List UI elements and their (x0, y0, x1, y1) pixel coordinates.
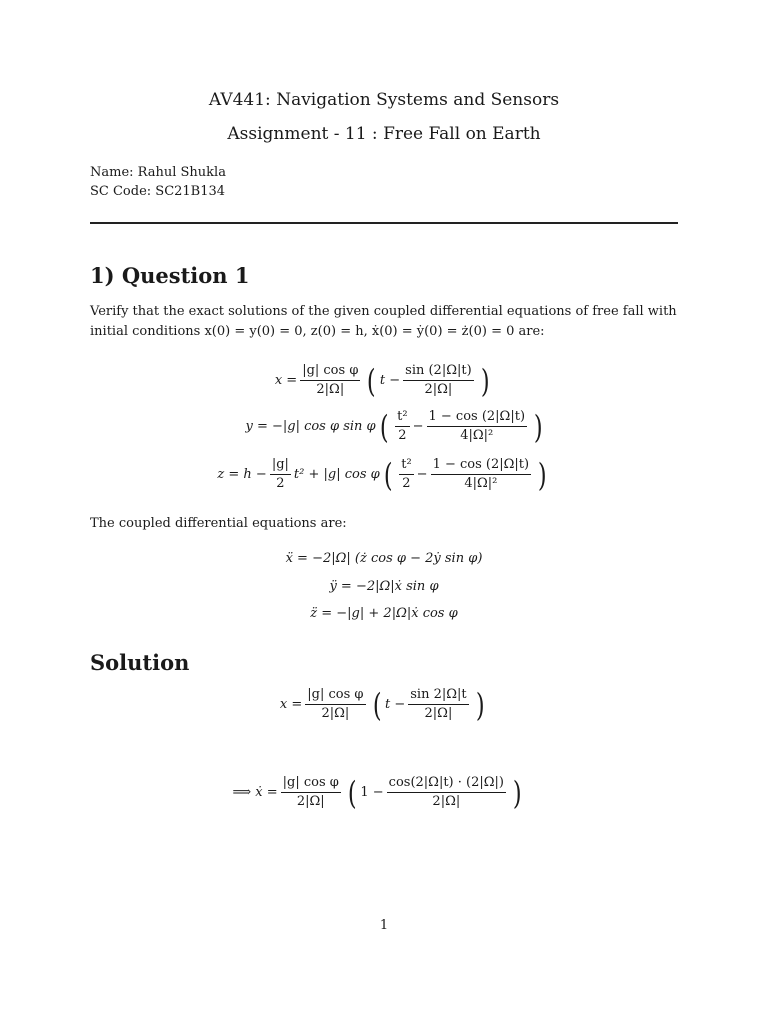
sol-eq2-lhs: ⟹ ẋ = (232, 785, 278, 800)
eq-y-frac2 (427, 410, 528, 443)
solution-heading: Solution (90, 650, 190, 675)
right-paren: ) (533, 407, 543, 446)
sc-code: SC Code: SC21B134 (90, 184, 226, 199)
ode-y (0, 579, 768, 594)
eq-z-lhs: z = h − (217, 467, 267, 482)
header-divider (90, 222, 678, 224)
equation-y-solution (0, 407, 768, 446)
eq-x-pre: t − (379, 373, 401, 388)
sol-eq1-frac2-num: sin 2|Ω|t (408, 688, 468, 705)
right-paren: ) (512, 773, 522, 812)
question-1-heading: 1) Question 1 (90, 263, 250, 288)
sol-eq2-frac1-den: 2|Ω| (296, 794, 325, 809)
left-paren: ( (367, 361, 377, 400)
equation-x-solution (0, 361, 768, 400)
sol-eq1-frac2 (408, 688, 468, 721)
solution-equation-x (0, 685, 768, 724)
ode-x (0, 551, 768, 566)
sol-eq1-lhs: x = (279, 697, 303, 712)
equation-z-solution (0, 455, 768, 494)
eq-x-frac2-den: 2|Ω| (424, 382, 453, 397)
eq-z-frac2 (431, 458, 532, 491)
sol-eq2-frac2-den: 2|Ω| (432, 794, 461, 809)
eq-y-frac2-num: 1 − cos (2|Ω|t) (427, 410, 528, 427)
eq-x-frac1-den: 2|Ω| (316, 382, 345, 397)
author-name: Name: Rahul Shukla (90, 165, 226, 180)
sol-eq2-frac1-num: |g| cos φ (281, 776, 341, 793)
sol-eq2-frac1 (281, 776, 341, 809)
left-paren: ( (379, 407, 389, 446)
sol-eq1-frac1 (305, 688, 365, 721)
eq-z-frac2-den: 4|Ω|² (464, 476, 498, 491)
eq-x-frac2-num: sin (2|Ω|t) (403, 364, 474, 381)
question-1-prompt-line-1: Verify that the exact solutions of the given coupled differential equations of free fall with (90, 304, 677, 319)
ode-x-text: ẍ = −2|Ω| (ż cos φ − 2ẏ sin φ) (285, 551, 483, 566)
eq-z-frac0-num: |g| (270, 458, 291, 475)
eq-z-frac0-den: 2 (276, 476, 285, 491)
sol-eq2-frac2 (387, 776, 506, 809)
ode-y-text: ÿ = −2|Ω|ẋ sin φ (329, 579, 439, 594)
sol-eq1-frac2-den: 2|Ω| (424, 706, 453, 721)
coupled-equations-intro: The coupled differential equations are: (90, 516, 347, 531)
page-number: 1 (379, 918, 389, 933)
eq-x-lhs: x = (274, 373, 298, 388)
eq-z-mid: t² + |g| cos φ (293, 467, 380, 482)
document-title: AV441: Navigation Systems and Sensors (208, 90, 560, 110)
eq-y-frac2-den: 4|Ω|² (460, 428, 494, 443)
eq-y-lhs: y = −|g| cos φ sin φ (245, 419, 376, 434)
eq-y-frac1 (395, 410, 409, 443)
left-paren: ( (347, 773, 357, 812)
ode-z (0, 606, 768, 621)
eq-x-frac2 (403, 364, 474, 397)
ode-z-text: z̈ = −|g| + 2|Ω|ẋ cos φ (310, 606, 458, 621)
right-paren: ) (480, 361, 490, 400)
eq-y-frac1-num: t² (395, 410, 409, 427)
eq-z-frac1 (399, 458, 413, 491)
left-paren: ( (372, 685, 382, 724)
eq-y-op: − (412, 419, 424, 434)
sol-eq2-frac2-num: cos(2|Ω|t) · (2|Ω|) (387, 776, 506, 793)
eq-x-frac1 (300, 364, 360, 397)
sol-eq1-pre: t − (384, 697, 406, 712)
eq-y-frac1-den: 2 (398, 428, 407, 443)
eq-z-frac1-num: t² (399, 458, 413, 475)
sol-eq1-frac1-den: 2|Ω| (321, 706, 350, 721)
sol-eq2-pre: 1 − (360, 785, 384, 800)
question-1-prompt-line-2: initial conditions x(0) = y(0) = 0, z(0) = h, ẋ(0) = ẏ(0) = ż(0) = 0 are: (90, 324, 545, 339)
document-subtitle: Assignment - 11 : Free Fall on Earth (227, 124, 541, 144)
right-paren: ) (475, 685, 485, 724)
eq-z-frac1-den: 2 (402, 476, 411, 491)
eq-x-frac1-num: |g| cos φ (300, 364, 360, 381)
left-paren: ( (383, 455, 393, 494)
right-paren: ) (537, 455, 547, 494)
eq-z-frac0 (270, 458, 291, 491)
eq-z-op: − (416, 467, 428, 482)
eq-z-frac2-num: 1 − cos (2|Ω|t) (431, 458, 532, 475)
sol-eq1-frac1-num: |g| cos φ (305, 688, 365, 705)
solution-equation-xdot (0, 773, 768, 812)
